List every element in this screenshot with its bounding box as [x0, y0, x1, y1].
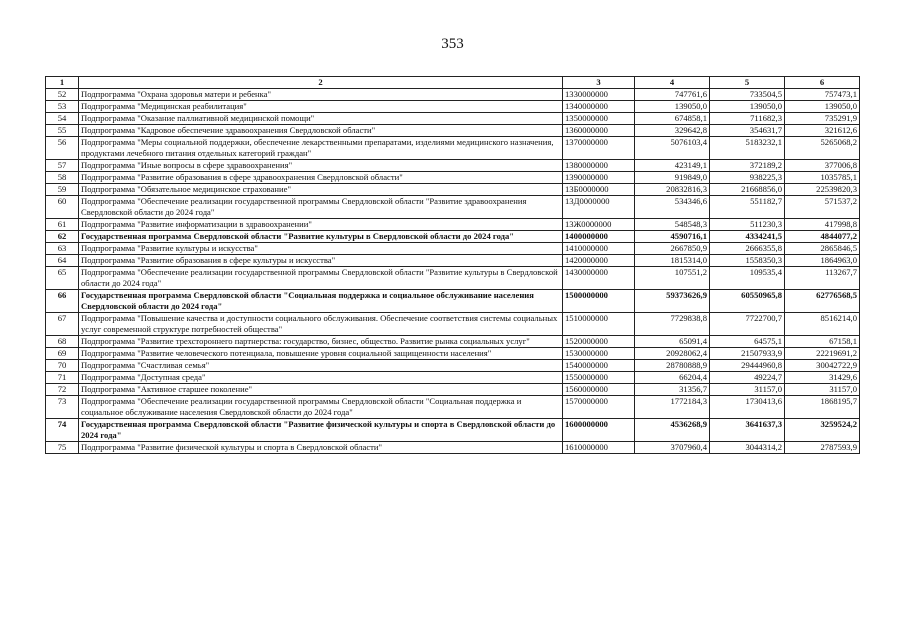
- program-name-cell: Подпрограмма "Обязательное медицинское страхование": [79, 184, 563, 196]
- amount-col6-cell: 1035785,1: [785, 172, 860, 184]
- amount-col5-cell: 4334241,5: [710, 231, 785, 243]
- amount-col4-cell: 28780888,9: [635, 360, 710, 372]
- amount-col4-cell: 65091,4: [635, 336, 710, 348]
- amount-col4-cell: 534346,6: [635, 196, 710, 219]
- amount-col6-cell: 30042722,9: [785, 360, 860, 372]
- amount-col6-cell: 321612,6: [785, 125, 860, 137]
- program-code-cell: 1330000000: [563, 89, 635, 101]
- table-row: [46, 243, 860, 255]
- amount-col4-cell: 4536268,9: [635, 419, 710, 442]
- page-number: 353: [441, 36, 464, 52]
- table-row: [46, 184, 860, 196]
- program-code-cell: 1540000000: [563, 360, 635, 372]
- program-name-cell: Подпрограмма "Медицинская реабилитация": [79, 101, 563, 113]
- amount-col6-cell: 31429,6: [785, 372, 860, 384]
- amount-col5-cell: 60550965,8: [710, 290, 785, 313]
- row-number-cell: 63: [46, 243, 79, 255]
- table-row: [46, 372, 860, 384]
- row-number-cell: 55: [46, 125, 79, 137]
- program-name-cell: Подпрограмма "Обеспечение реализации государственной программы Свердловской области "Развитие здравоохранения Свердловской области до 2024 года": [79, 196, 563, 219]
- row-number-cell: 67: [46, 313, 79, 336]
- column-header: 6: [785, 77, 860, 89]
- amount-col6-cell: 62776568,5: [785, 290, 860, 313]
- program-code-cell: 1530000000: [563, 348, 635, 360]
- program-name-cell: Подпрограмма "Меры социальной поддержки, обеспечение лекарственными препаратами, изделиями медицинского назначения, продуктами лечебного питания отдельных категорий граждан": [79, 137, 563, 160]
- amount-col6-cell: 417998,8: [785, 219, 860, 231]
- table-row: [46, 290, 860, 313]
- amount-col4-cell: 7729838,8: [635, 313, 710, 336]
- table-row: [46, 313, 860, 336]
- program-name-cell: Подпрограмма "Счастливая семья": [79, 360, 563, 372]
- amount-col6-cell: 2787593,9: [785, 442, 860, 454]
- amount-col4-cell: 2667850,9: [635, 243, 710, 255]
- program-code-cell: 1410000000: [563, 243, 635, 255]
- table-header-row: [46, 77, 860, 89]
- amount-col4-cell: 59373626,9: [635, 290, 710, 313]
- amount-col4-cell: 1815314,0: [635, 255, 710, 267]
- amount-col4-cell: 423149,1: [635, 160, 710, 172]
- program-code-cell: 1510000000: [563, 313, 635, 336]
- amount-col5-cell: 551182,7: [710, 196, 785, 219]
- program-name-cell: Подпрограмма "Развитие образования в сфере здравоохранения Свердловской области": [79, 172, 563, 184]
- row-number-cell: 58: [46, 172, 79, 184]
- row-number-cell: 53: [46, 101, 79, 113]
- column-header: 1: [46, 77, 79, 89]
- table-row: [46, 348, 860, 360]
- table-row: [46, 137, 860, 160]
- program-code-cell: 1430000000: [563, 267, 635, 290]
- program-name-cell: Государственная программа Свердловской области "Развитие физической культуры и спорта в Свердловской области до 2024 года": [79, 419, 563, 442]
- row-number-cell: 57: [46, 160, 79, 172]
- program-code-cell: 1600000000: [563, 419, 635, 442]
- program-name-cell: Государственная программа Свердловской области "Социальная поддержка и социальное обслуживание населения Свердловской области до 2024 года": [79, 290, 563, 313]
- table-row: [46, 101, 860, 113]
- program-code-cell: 1560000000: [563, 384, 635, 396]
- amount-col6-cell: 1864963,0: [785, 255, 860, 267]
- column-header: 3: [563, 77, 635, 89]
- table-row: [46, 160, 860, 172]
- program-code-cell: 1380000000: [563, 160, 635, 172]
- amount-col6-cell: 5265068,2: [785, 137, 860, 160]
- row-number-cell: 54: [46, 113, 79, 125]
- table-row: [46, 396, 860, 419]
- table-row: [46, 219, 860, 231]
- program-name-cell: Подпрограмма "Развитие информатизации в здравоохранении": [79, 219, 563, 231]
- row-number-cell: 66: [46, 290, 79, 313]
- amount-col4-cell: 20832816,3: [635, 184, 710, 196]
- amount-col4-cell: 20928062,4: [635, 348, 710, 360]
- program-name-cell: Подпрограмма "Повышение качества и доступности социального обслуживания. Обеспечение соответствия системы социальных услуг современной структуре потребностей общества": [79, 313, 563, 336]
- amount-col6-cell: 3259524,2: [785, 419, 860, 442]
- amount-col5-cell: 711682,3: [710, 113, 785, 125]
- program-code-cell: 13Ж0000000: [563, 219, 635, 231]
- amount-col4-cell: 548548,3: [635, 219, 710, 231]
- program-code-cell: 1420000000: [563, 255, 635, 267]
- row-number-cell: 65: [46, 267, 79, 290]
- amount-col5-cell: 29444960,8: [710, 360, 785, 372]
- program-name-cell: Подпрограмма "Обеспечение реализации государственной программы Свердловской области "Социальная поддержка и социальное обслуживание населения Свердловской области до 2024 года": [79, 396, 563, 419]
- amount-col5-cell: 3641637,3: [710, 419, 785, 442]
- program-name-cell: Подпрограмма "Развитие физической культуры и спорта в Свердловской области": [79, 442, 563, 454]
- amount-col5-cell: 354631,7: [710, 125, 785, 137]
- amount-col6-cell: 113267,7: [785, 267, 860, 290]
- program-code-cell: 1520000000: [563, 336, 635, 348]
- row-number-cell: 60: [46, 196, 79, 219]
- amount-col5-cell: 938225,3: [710, 172, 785, 184]
- amount-col4-cell: 4590716,1: [635, 231, 710, 243]
- amount-col5-cell: 511230,3: [710, 219, 785, 231]
- amount-col4-cell: 66204,4: [635, 372, 710, 384]
- program-name-cell: Подпрограмма "Оказание паллиативной медицинской помощи": [79, 113, 563, 125]
- amount-col5-cell: 733504,5: [710, 89, 785, 101]
- amount-col4-cell: 747761,6: [635, 89, 710, 101]
- table-row: [46, 267, 860, 290]
- amount-col5-cell: 3044314,2: [710, 442, 785, 454]
- column-header: 5: [710, 77, 785, 89]
- budget-table: [45, 76, 860, 454]
- program-name-cell: Подпрограмма "Охрана здоровья матери и ребенка": [79, 89, 563, 101]
- row-number-cell: 74: [46, 419, 79, 442]
- amount-col4-cell: 31356,7: [635, 384, 710, 396]
- amount-col6-cell: 67158,1: [785, 336, 860, 348]
- amount-col5-cell: 7722700,7: [710, 313, 785, 336]
- amount-col6-cell: 735291,9: [785, 113, 860, 125]
- program-code-cell: 1400000000: [563, 231, 635, 243]
- amount-col6-cell: 31157,0: [785, 384, 860, 396]
- table-row: [46, 89, 860, 101]
- program-code-cell: 1570000000: [563, 396, 635, 419]
- program-code-cell: 1360000000: [563, 125, 635, 137]
- program-code-cell: 1350000000: [563, 113, 635, 125]
- program-code-cell: 1550000000: [563, 372, 635, 384]
- row-number-cell: 56: [46, 137, 79, 160]
- table-row: [46, 125, 860, 137]
- program-code-cell: 13Б0000000: [563, 184, 635, 196]
- amount-col5-cell: 1558350,3: [710, 255, 785, 267]
- amount-col4-cell: 139050,0: [635, 101, 710, 113]
- table-row: [46, 419, 860, 442]
- row-number-cell: 61: [46, 219, 79, 231]
- program-name-cell: Подпрограмма "Развитие культуры и искусства": [79, 243, 563, 255]
- amount-col4-cell: 1772184,3: [635, 396, 710, 419]
- amount-col5-cell: 5183232,1: [710, 137, 785, 160]
- row-number-cell: 64: [46, 255, 79, 267]
- column-header: 2: [79, 77, 563, 89]
- amount-col5-cell: 21668856,0: [710, 184, 785, 196]
- program-name-cell: Подпрограмма "Активное старшее поколение": [79, 384, 563, 396]
- column-header: 4: [635, 77, 710, 89]
- amount-col4-cell: 919849,0: [635, 172, 710, 184]
- amount-col4-cell: 107551,2: [635, 267, 710, 290]
- program-name-cell: Подпрограмма "Иные вопросы в сфере здравоохранения": [79, 160, 563, 172]
- amount-col5-cell: 139050,0: [710, 101, 785, 113]
- program-code-cell: 1500000000: [563, 290, 635, 313]
- program-name-cell: Подпрограмма "Развитие образования в сфере культуры и искусства": [79, 255, 563, 267]
- program-code-cell: 1370000000: [563, 137, 635, 160]
- row-number-cell: 62: [46, 231, 79, 243]
- amount-col6-cell: 8516214,0: [785, 313, 860, 336]
- row-number-cell: 73: [46, 396, 79, 419]
- amount-col6-cell: 4844077,2: [785, 231, 860, 243]
- program-code-cell: 1610000000: [563, 442, 635, 454]
- amount-col5-cell: 21507933,9: [710, 348, 785, 360]
- table-row: [46, 113, 860, 125]
- amount-col4-cell: 3707960,4: [635, 442, 710, 454]
- amount-col4-cell: 5076103,4: [635, 137, 710, 160]
- row-number-cell: 59: [46, 184, 79, 196]
- amount-col4-cell: 674858,1: [635, 113, 710, 125]
- program-name-cell: Подпрограмма "Развитие человеческого потенциала, повышение уровня социальной защищенности населения": [79, 348, 563, 360]
- amount-col5-cell: 64575,1: [710, 336, 785, 348]
- row-number-cell: 69: [46, 348, 79, 360]
- table-row: [46, 172, 860, 184]
- amount-col5-cell: 2666355,8: [710, 243, 785, 255]
- amount-col5-cell: 1730413,6: [710, 396, 785, 419]
- row-number-cell: 52: [46, 89, 79, 101]
- program-code-cell: 13Д0000000: [563, 196, 635, 219]
- table-row: [46, 255, 860, 267]
- amount-col6-cell: 571537,2: [785, 196, 860, 219]
- program-code-cell: 1390000000: [563, 172, 635, 184]
- program-name-cell: Подпрограмма "Обеспечение реализации государственной программы Свердловской области "Развитие культуры в Свердловской области до 2024 года": [79, 267, 563, 290]
- table-row: [46, 231, 860, 243]
- table-row: [46, 360, 860, 372]
- table-row: [46, 384, 860, 396]
- row-number-cell: 70: [46, 360, 79, 372]
- amount-col6-cell: 22539820,3: [785, 184, 860, 196]
- amount-col6-cell: 757473,1: [785, 89, 860, 101]
- table-row: [46, 442, 860, 454]
- amount-col5-cell: 372189,2: [710, 160, 785, 172]
- table-row: [46, 196, 860, 219]
- amount-col6-cell: 2865846,5: [785, 243, 860, 255]
- row-number-cell: 75: [46, 442, 79, 454]
- amount-col6-cell: 1868195,7: [785, 396, 860, 419]
- amount-col4-cell: 329642,8: [635, 125, 710, 137]
- program-name-cell: Подпрограмма "Развитие трехстороннего партнерства: государство, бизнес, общество. Развитие рынка социальных услуг": [79, 336, 563, 348]
- row-number-cell: 68: [46, 336, 79, 348]
- program-code-cell: 1340000000: [563, 101, 635, 113]
- program-name-cell: Государственная программа Свердловской области "Развитие культуры в Свердловской области до 2024 года": [79, 231, 563, 243]
- amount-col5-cell: 31157,0: [710, 384, 785, 396]
- row-number-cell: 71: [46, 372, 79, 384]
- program-name-cell: Подпрограмма "Кадровое обеспечение здравоохранения Свердловской области": [79, 125, 563, 137]
- amount-col5-cell: 49224,7: [710, 372, 785, 384]
- amount-col6-cell: 22219691,2: [785, 348, 860, 360]
- amount-col6-cell: 377006,8: [785, 160, 860, 172]
- amount-col5-cell: 109535,4: [710, 267, 785, 290]
- amount-col6-cell: 139050,0: [785, 101, 860, 113]
- program-name-cell: Подпрограмма "Доступная среда": [79, 372, 563, 384]
- row-number-cell: 72: [46, 384, 79, 396]
- table-row: [46, 336, 860, 348]
